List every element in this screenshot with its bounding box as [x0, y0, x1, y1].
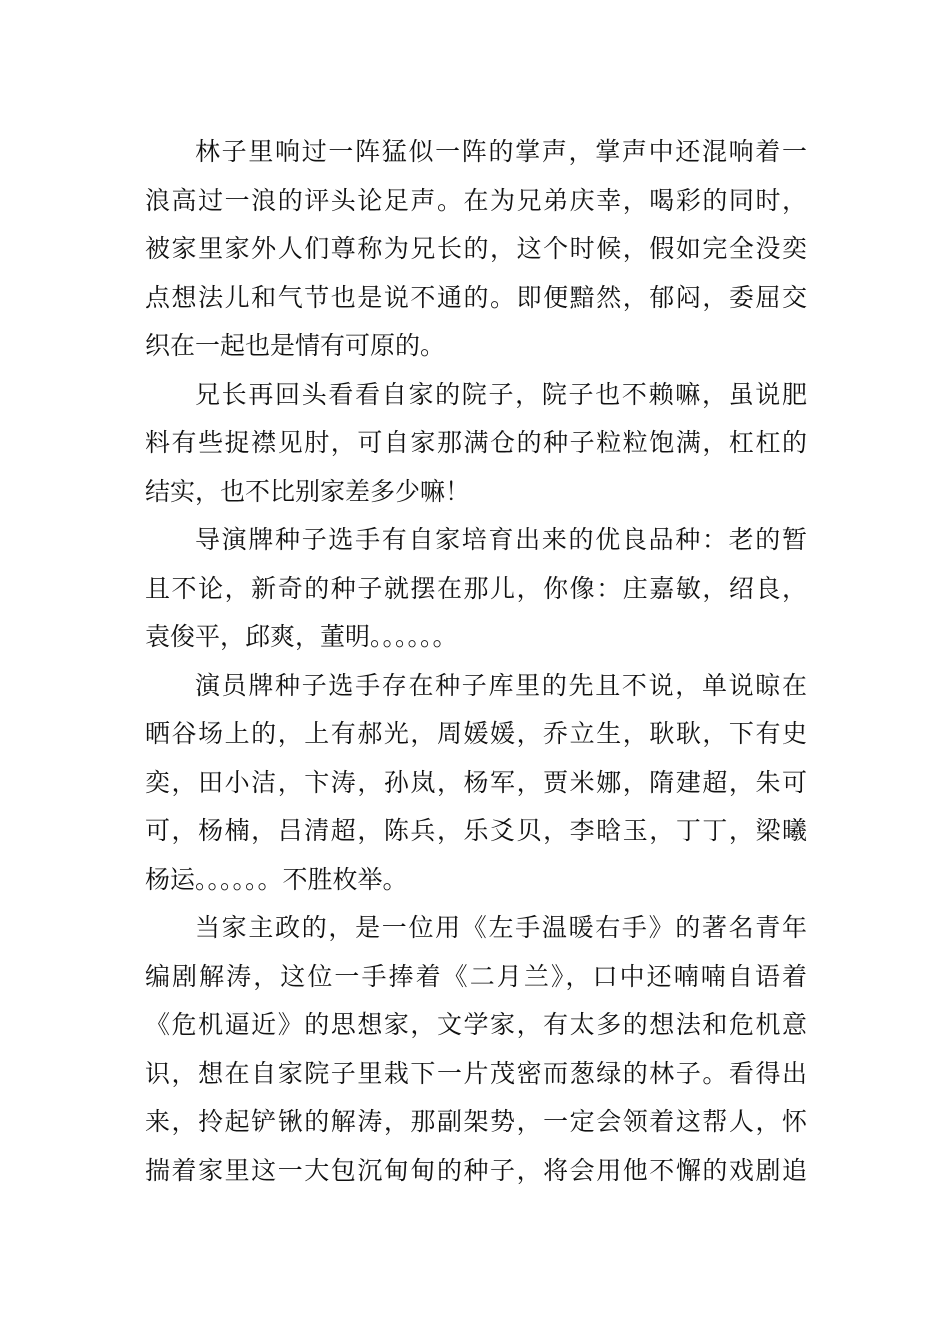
text-line: 晒谷场上的，上有郝光，周媛媛，乔立生，耿耿，下有史	[145, 719, 807, 748]
text-line: 来，拎起铲锹的解涛，那副架势，一定会领着这帮人，怀	[145, 1107, 807, 1136]
text-line: 袁俊平，邱爽，董明。。。。。。	[145, 622, 458, 651]
text-line: 浪高过一浪的评头论足声。在为兄弟庆幸，喝彩的同时，	[145, 185, 807, 215]
text-line: 兄长再回头看看自家的院子，院子也不赖嘛，虽说肥	[195, 379, 807, 409]
document-body	[145, 128, 807, 1195]
text-line: 演员牌种子选手存在种子库里的先且不说，单说晾在	[195, 670, 807, 700]
text-line: 编剧解涛，这位一手捧着《二月兰》，口中还喃喃自语着	[145, 961, 807, 991]
paragraph	[145, 516, 807, 662]
text-line: 料有些捉襟见肘，可自家那满仓的种子粒粒饱满，杠杠的	[145, 428, 807, 457]
text-line: 《危机逼近》的思想家，文学家，有太多的想法和危机意	[145, 1010, 807, 1039]
text-line: 杨运。。。。。。不胜枚举。	[145, 864, 408, 894]
text-line: 识，想在自家院子里栽下一片茂密而葱绿的林子。看得出	[145, 1058, 807, 1088]
text-line: 可，杨楠，吕清超，陈兵，乐爻贝，李晗玉，丁丁，梁曦	[145, 816, 807, 845]
paragraph	[145, 662, 807, 905]
text-line: 当家主政的，是一位用《左手温暖右手》的著名青年	[195, 913, 807, 942]
text-line: 且不论，新奇的种子就摆在那儿，你像：庄嘉敏，绍良，	[145, 573, 807, 603]
text-line: 点想法儿和气节也是说不通的。即便黯然，郁闷，委屈交	[145, 282, 807, 312]
text-line: 织在一起也是情有可原的。	[145, 331, 446, 360]
text-line: 林子里响过一阵猛似一阵的掌声，掌声中还混响着一	[195, 137, 807, 166]
paragraph	[145, 904, 807, 1195]
paragraph	[145, 371, 807, 517]
text-line: 奕，田小洁，卞涛，孙岚，杨军，贾米娜，隋建超，朱可	[145, 767, 807, 797]
text-line: 被家里家外人们尊称为兄长的，这个时候，假如完全没奕	[145, 234, 807, 263]
paragraph	[145, 128, 807, 371]
text-line: 导演牌种子选手有自家培育出来的优良品种：老的暂	[195, 525, 807, 554]
text-line: 揣着家里这一大包沉甸甸的种子，将会用他不懈的戏剧追	[145, 1155, 807, 1185]
text-line: 结实，也不比别家差多少嘛！	[145, 476, 471, 506]
